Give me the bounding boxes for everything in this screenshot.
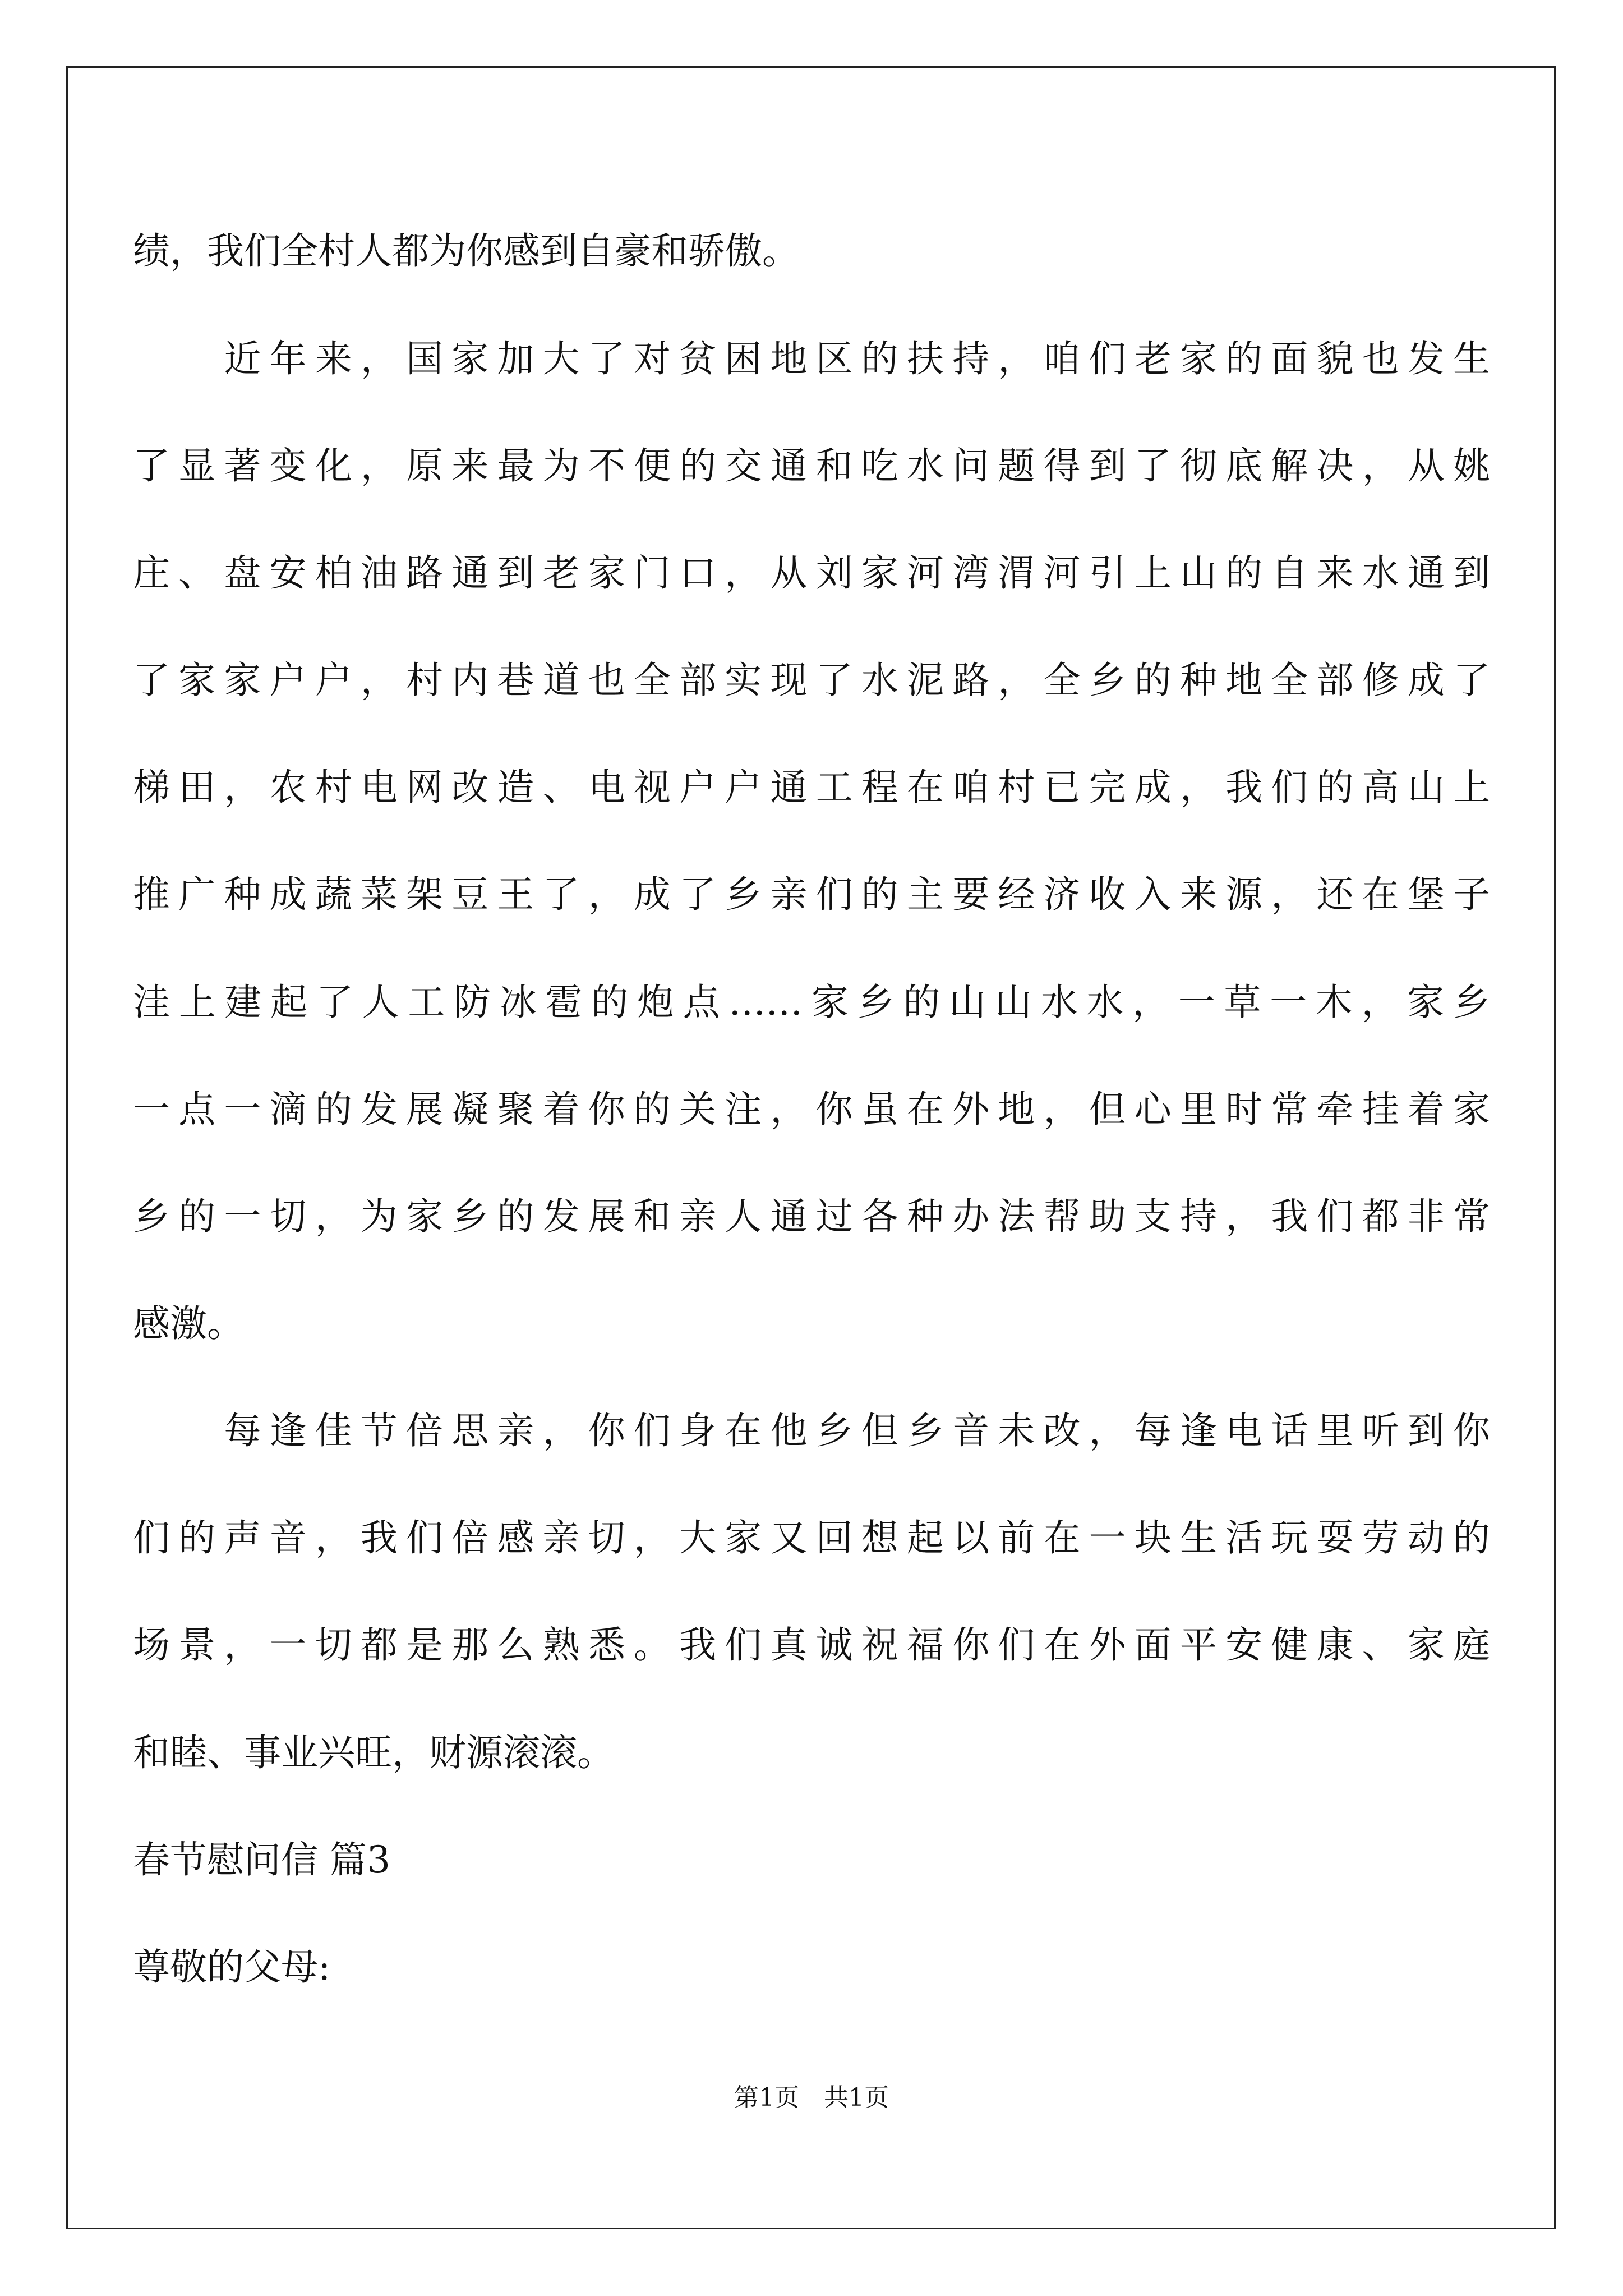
text-line: 庄、盘安柏油路通到老家门口，从刘家河湾渭河引上山的自来水通到 bbox=[133, 551, 1490, 595]
text-line: 洼上建起了人工防冰雹的炮点……家乡的山山水水，一草一木，家乡 bbox=[133, 981, 1490, 1024]
text-line: 们的声音，我们倍感亲切，大家又回想起以前在一块生活玩耍劳动的 bbox=[133, 1516, 1490, 1559]
text-line: 梯田，农村电网改造、电视户户通工程在咱村已完成，我们的高山上 bbox=[133, 766, 1490, 809]
text-line: 绩，我们全村人都为你感到自豪和骄傲。 bbox=[133, 229, 799, 273]
text-line: 每逢佳节倍思亲，你们身在他乡但乡音未改，每逢电话里听到你 bbox=[133, 1409, 1490, 1452]
text-line: 感激。 bbox=[133, 1302, 244, 1345]
text-line: 了家家户户，村内巷道也全部实现了水泥路，全乡的种地全部修成了 bbox=[133, 659, 1490, 702]
text-line: 推广种成蔬菜架豆王了，成了乡亲们的主要经济收入来源，还在堡子 bbox=[133, 873, 1490, 916]
text-line: 和睦、事业兴旺，财源滚滚。 bbox=[133, 1731, 614, 1774]
salutation: 尊敬的父母: bbox=[133, 1945, 331, 1989]
text-line: 了显著变化，原来最为不便的交通和吃水问题得到了彻底解决，从姚 bbox=[133, 444, 1490, 487]
page-number-footer: 第1页 共1页 bbox=[734, 2083, 889, 2112]
text-line: 一点一滴的发展凝聚着你的关注，你虽在外地，但心里时常牵挂着家 bbox=[133, 1088, 1490, 1131]
text-line: 近年来，国家加大了对贫困地区的扶持，咱们老家的面貌也发生 bbox=[133, 337, 1490, 380]
section-heading: 春节慰问信 篇3 bbox=[133, 1838, 390, 1881]
text-line: 场景，一切都是那么熟悉。我们真诚祝福你们在外面平安健康、家庭 bbox=[133, 1623, 1490, 1667]
text-line: 乡的一切，为家乡的发展和亲人通过各种办法帮助支持，我们都非常 bbox=[133, 1195, 1490, 1238]
